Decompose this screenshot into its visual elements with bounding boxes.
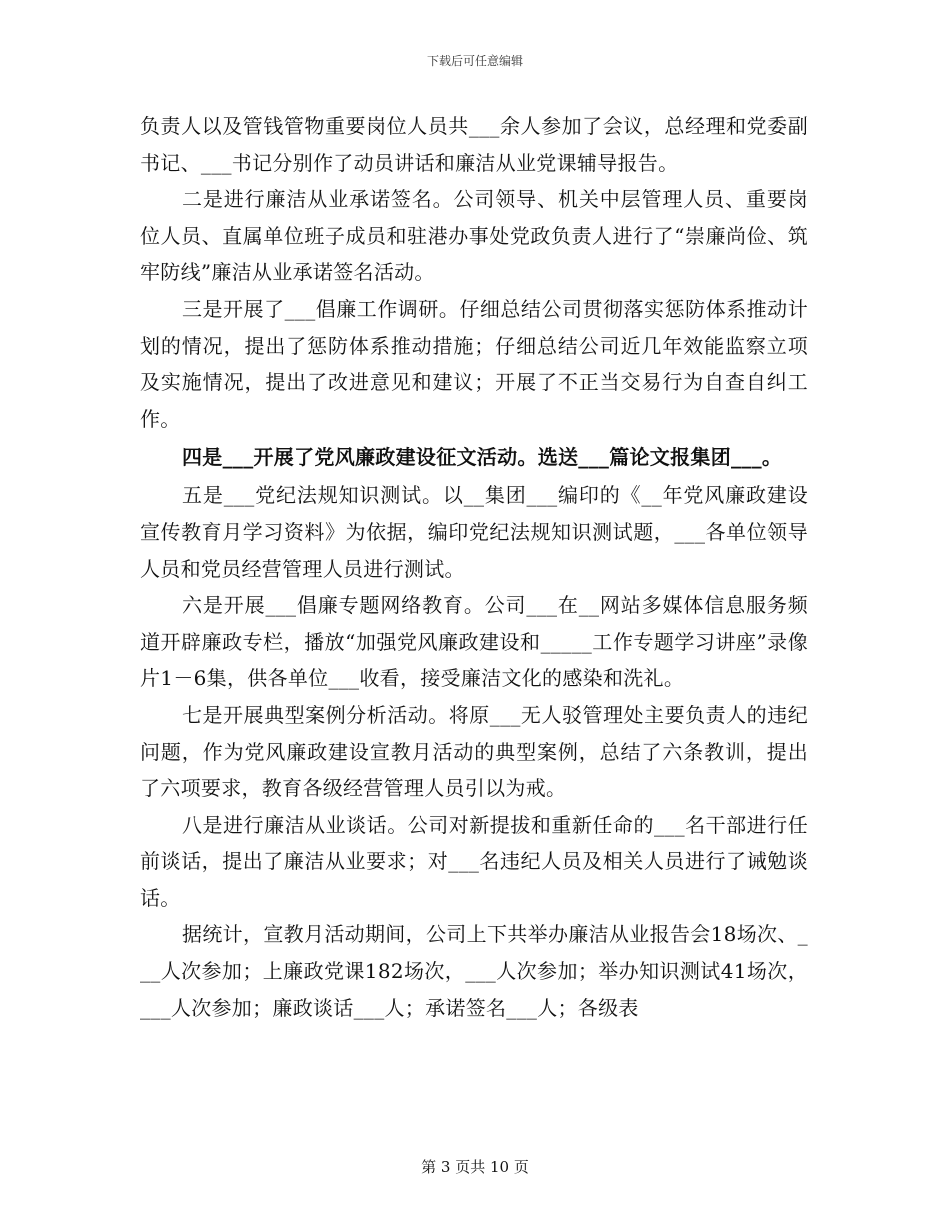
document-body <box>140 108 808 1026</box>
paragraph-item-4: 四是___开展了党风廉政建设征文活动。选送___篇论文报集团___。 <box>182 445 783 470</box>
paragraph-item-5: 五是___党纪法规知识测试。以__集团___编印的《__年党风廉政建设宣传教育月学习资料》为依据，编印党纪法规知识测试题，___各单位领导人员和党员经营管理人员进行测试。 <box>140 483 808 581</box>
paragraph-item-2: 二是进行廉洁从业承诺签名。公司领导、机关中层管理人员、重要岗位人员、直属单位班子成员和驻港办事处党政负责人进行了“崇廉尚俭、筑牢防线”廉洁从业承诺签名活动。 <box>140 187 808 285</box>
paragraph-item-6: 六是开展___倡廉专题网络教育。公司___在__网站多媒体信息服务频道开辟廉政专栏，播放“加强党风廉政建设和_____工作专题学习讲座”录像片1－6集，供各单位___收看，接受廉洁文化的感染和洗礼。 <box>140 593 808 691</box>
paragraph-item-7: 七是开展典型案例分析活动。将原___无人驳管理处主要负责人的违纪问题，作为党风廉政建设宣教月活动的典型案例，总结了六条教训，提出了六项要求，教育各级经营管理人员引以为戒。 <box>140 702 808 801</box>
page-header: 下载后可任意编辑 <box>426 54 523 68</box>
page-footer: 第 3 页共 10 页 <box>421 1158 529 1176</box>
paragraph-item-8: 八是进行廉洁从业谈话。公司对新提拔和重新任命的___名干部进行任前谈话，提出了廉洁从业要求；对___名违纪人员及相关人员进行了诫勉谈话。 <box>140 812 808 910</box>
paragraph-item-3: 三是开展了___倡廉工作调研。仔细总结公司贯彻落实惩防体系推动计划的情况，提出了惩防体系推动措施；仔细总结公司近几年效能监察立项及实施情况，提出了改进意见和建议；开展了不正当交易行为自查自纠工作。 <box>140 296 808 431</box>
paragraph-statistics: 据统计，宣教月活动期间，公司上下共举办廉洁从业报告会18场次、___人次参加；上廉政党课182场次，___人次参加；举办知识测试41场次，___人次参加；廉政谈话___人；承诺签名___人；各级表 <box>140 922 808 1020</box>
paragraph-continuation: 负责人以及管钱管物重要岗位人员共___余人参加了会议，总经理和党委副书记、___书记分别作了动员讲话和廉洁从业党课辅导报告。 <box>140 114 808 175</box>
